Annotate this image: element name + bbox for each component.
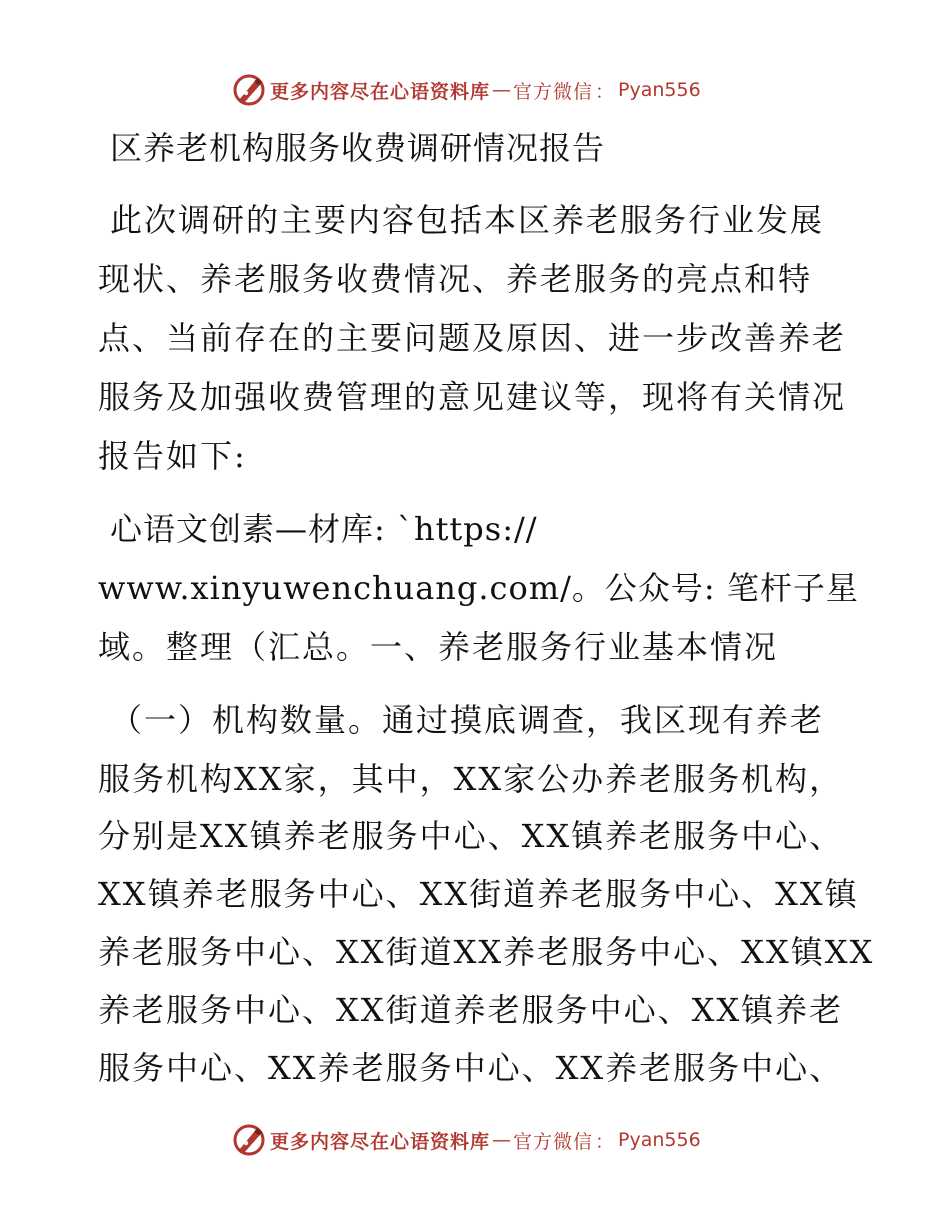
source-line: 域。整理（汇总。一、养老服务行业基本情况	[98, 628, 779, 666]
banner-lead-text: 更多内容尽在心语资料库	[270, 1130, 491, 1153]
intro-line: 服务及加强收费管理的意见建议等，现将有关情况	[98, 378, 847, 416]
intro-line: 现状、养老服务收费情况、养老服务的亮点和特	[98, 260, 813, 298]
banner-wechat-id: Pyan556	[618, 1129, 701, 1151]
section-line: （一）机构数量。通过摸底调查，我区现有养老	[110, 701, 825, 739]
section-line: 分别是XX镇养老服务中心、XX镇养老服务中心、	[98, 817, 844, 855]
section-line: 养老服务中心、XX街道XX养老服务中心、XX镇XX	[98, 933, 875, 971]
section-line: 养老服务中心、XX街道养老服务中心、XX镇养老	[98, 991, 844, 1029]
intro-line: 点、当前存在的主要问题及原因、进一步改善养老	[98, 319, 847, 357]
banner-colon: ：	[595, 1130, 615, 1153]
banner-dash: —	[492, 1129, 512, 1151]
section-line: XX镇养老服务中心、XX街道养老服务中心、XX镇	[98, 875, 859, 913]
pen-logo-icon	[232, 1123, 266, 1157]
banner-colon: ：	[595, 80, 615, 103]
banner-dash: —	[492, 79, 512, 101]
header-banner[interactable]	[232, 72, 712, 108]
banner-official-label: 官方微信	[513, 1130, 594, 1153]
banner-lead-text: 更多内容尽在心语资料库	[270, 80, 491, 103]
section-line: 服务机构XX家，其中，XX家公办养老服务机构，	[98, 760, 844, 798]
intro-line: 报告如下:	[98, 437, 247, 475]
document-title: 区养老机构服务收费调研情况报告	[110, 129, 606, 167]
banner-wechat-id: Pyan556	[618, 79, 701, 101]
intro-line: 此次调研的主要内容包括本区养老服务行业发展	[110, 201, 825, 239]
source-line: 心语文创素—材库: `https://	[110, 510, 538, 548]
banner-official-label: 官方微信	[513, 80, 594, 103]
section-line: 服务中心、XX养老服务中心、XX养老服务中心、	[98, 1049, 844, 1087]
source-line: www.xinyuwenchuang.com/。公众号: 笔杆子星	[98, 569, 859, 607]
footer-banner[interactable]	[232, 1122, 712, 1158]
pen-logo-icon	[232, 73, 266, 107]
